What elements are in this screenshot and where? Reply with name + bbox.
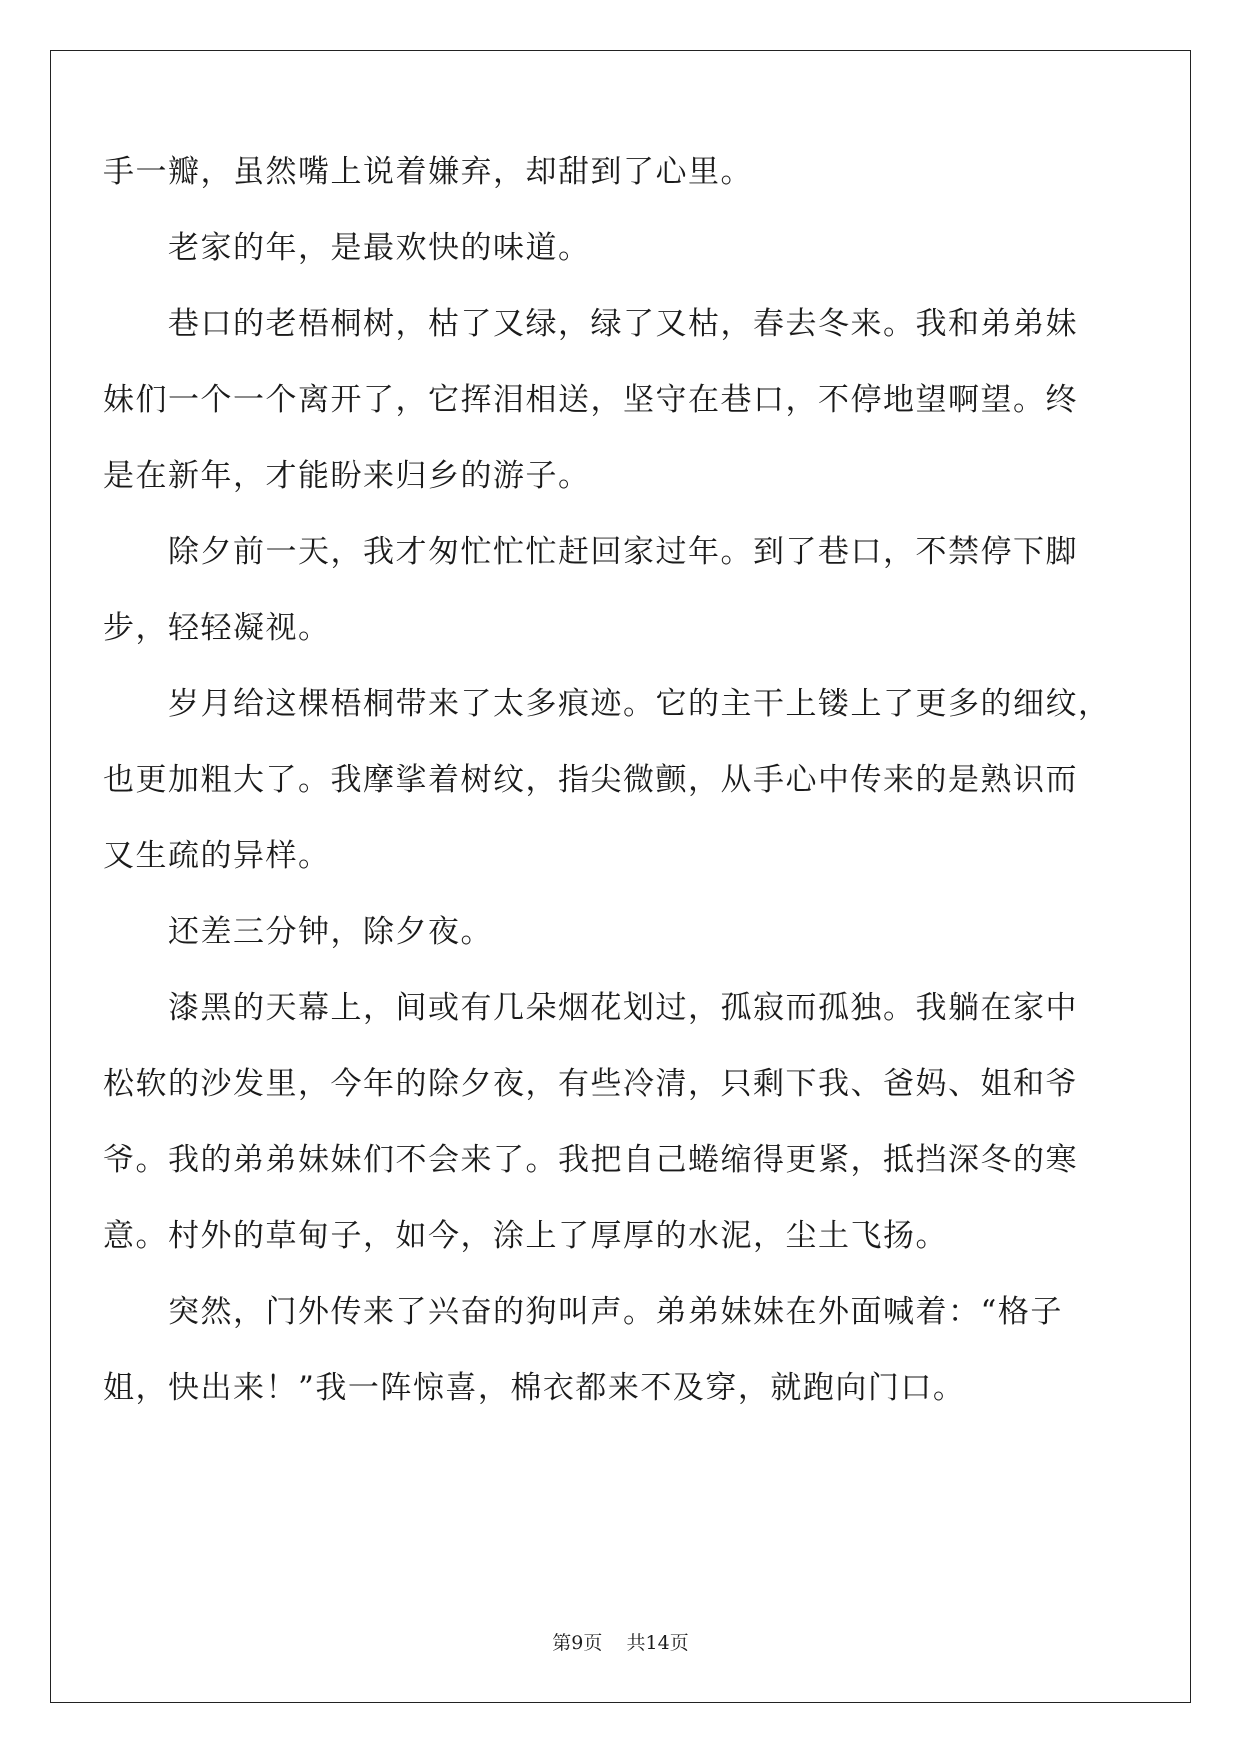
text-line: 意。村外的草甸子，如今，涂上了厚厚的水泥，尘土飞扬。 [103, 1218, 948, 1254]
page-number: 第9页 [552, 1632, 603, 1654]
page-footer [0, 1628, 1241, 1655]
text-line: 岁月给这棵梧桐带来了太多痕迹。它的主干上镂上了更多的细纹， [103, 686, 1111, 722]
page-border [50, 50, 1191, 1703]
text-line: 又生疏的异样。 [103, 838, 331, 874]
text-line: 也更加粗大了。我摩挲着树纹，指尖微颤，从手心中传来的是熟识而 [103, 762, 1078, 798]
text-line: 手一瓣，虽然嘴上说着嫌弃，却甜到了心里。 [103, 154, 753, 190]
text-line: 突然，门外传来了兴奋的狗叫声。弟弟妹妹在外面喊着：“格子 [103, 1294, 1063, 1330]
text-line: 妹们一个一个离开了，它挥泪相送，坚守在巷口，不停地望啊望。终 [103, 382, 1078, 418]
text-line: 松软的沙发里，今年的除夕夜，有些冷清，只剩下我、爸妈、姐和爷 [103, 1066, 1078, 1102]
text-line: 还差三分钟，除夕夜。 [103, 914, 493, 950]
text-line: 老家的年，是最欢快的味道。 [103, 230, 591, 266]
text-line: 姐，快出来！”我一阵惊喜，棉衣都来不及穿，就跑向门口。 [103, 1370, 966, 1406]
text-line: 除夕前一天，我才匆忙忙忙赶回家过年。到了巷口，不禁停下脚 [103, 534, 1078, 570]
page-total: 共14页 [626, 1632, 689, 1654]
text-line: 漆黑的天幕上，间或有几朵烟花划过，孤寂而孤独。我躺在家中 [103, 990, 1078, 1026]
text-line: 步，轻轻凝视。 [103, 610, 331, 646]
text-line: 巷口的老梧桐树，枯了又绿，绿了又枯，春去冬来。我和弟弟妹 [103, 306, 1078, 342]
text-line: 是在新年，才能盼来归乡的游子。 [103, 458, 591, 494]
text-line: 爷。我的弟弟妹妹们不会来了。我把自己蜷缩得更紧，抵挡深冬的寒 [103, 1142, 1078, 1178]
